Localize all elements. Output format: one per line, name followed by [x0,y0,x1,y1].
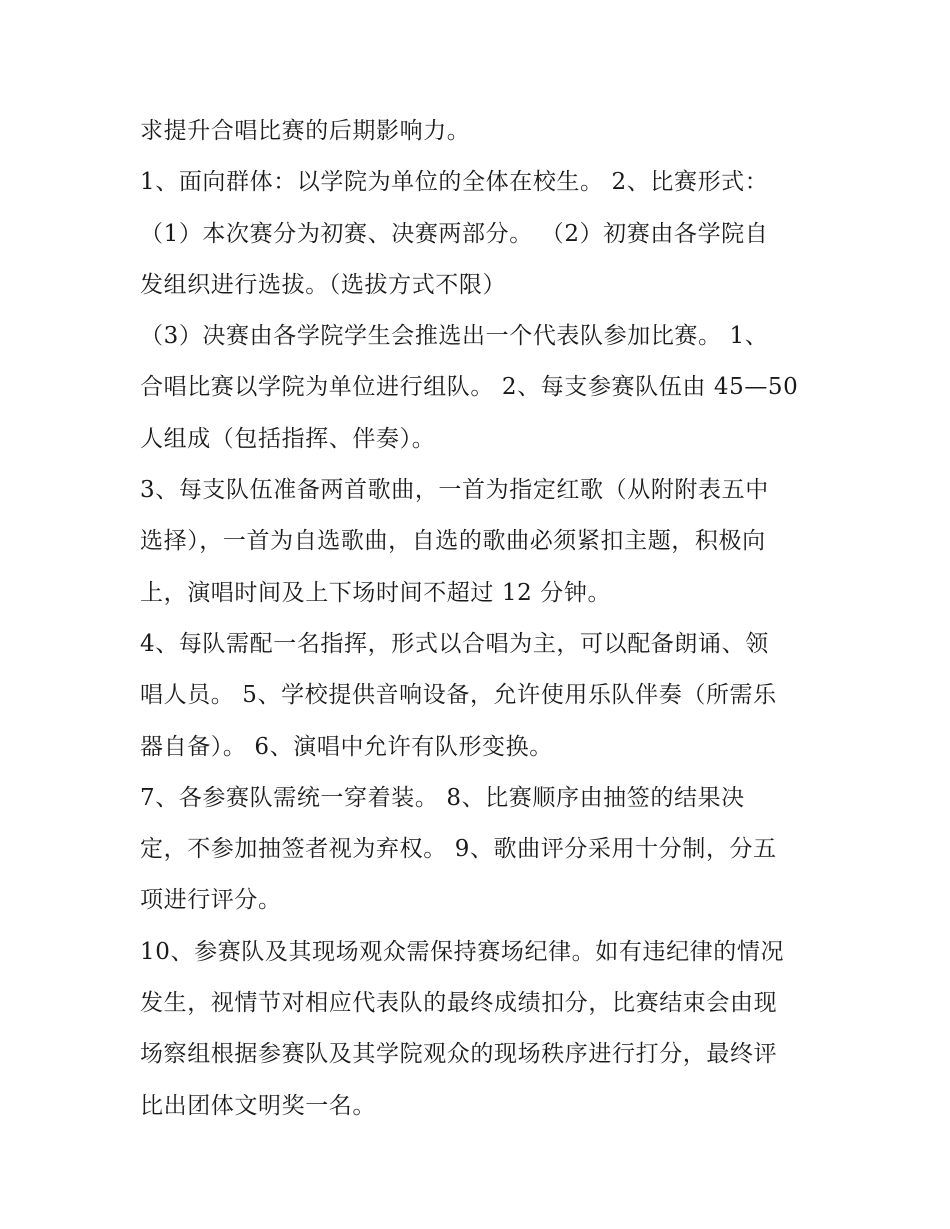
text-line: 唱人员。 5、学校提供音响设备，允许使用乐队伴奏（所需乐 [140,682,777,709]
body-text [140,106,830,1132]
text-line: 10、参赛队及其现场观众需保持赛场纪律。如有违纪律的情况 [140,938,785,965]
text-line: 发组织进行选拔。（选拔方式不限） [140,271,507,298]
text-line: （3）决赛由各学院学生会推选出一个代表队参加比赛。 1、 [140,323,769,350]
text-line: 4、每队需配一名指挥，形式以合唱为主，可以配备朗诵、领 [140,630,769,657]
text-line: 合唱比赛以学院为单位进行组队。 2、每支参赛队伍由 45—50 [140,374,799,401]
text-line: 7、各参赛队需统一穿着装。 8、比赛顺序由抽签的结果决 [140,784,745,811]
text-line: 1、面向群体：以学院为单位的全体在校生。 2、比赛形式： [140,169,769,196]
text-line: 人组成（包括指挥、伴奏）。 [140,425,436,452]
text-line: 比出团体文明奖一名。 [140,1092,376,1119]
text-line: 场察组根据参赛队及其学院观众的现场秩序进行打分，最终评 [140,1041,778,1068]
text-line: 项进行评分。 [140,887,282,914]
text-line: 求提升合唱比赛的后期影响力。 [140,118,471,144]
text-line: 发生，视情节对相应代表队的最终成绩扣分，比赛结束会由现 [140,990,778,1017]
text-line: 器自备）。 6、演唱中允许有队形变换。 [140,733,553,760]
text-line: 定，不参加抽签者视为弃权。 9、歌曲评分采用十分制，分五 [140,836,777,863]
text-line: （1）本次赛分为初赛、决赛两部分。 （2）初赛由各学院自 [140,220,769,247]
text-line: 上，演唱时间及上下场时间不超过 12 分钟。 [140,579,612,606]
text-line: 3、每支队伍准备两首歌曲，一首为指定红歌（从附附表五中 [140,477,769,504]
text-line: 选择），一首为自选歌曲，自选的歌曲必须紧扣主题，积极向 [140,528,766,555]
